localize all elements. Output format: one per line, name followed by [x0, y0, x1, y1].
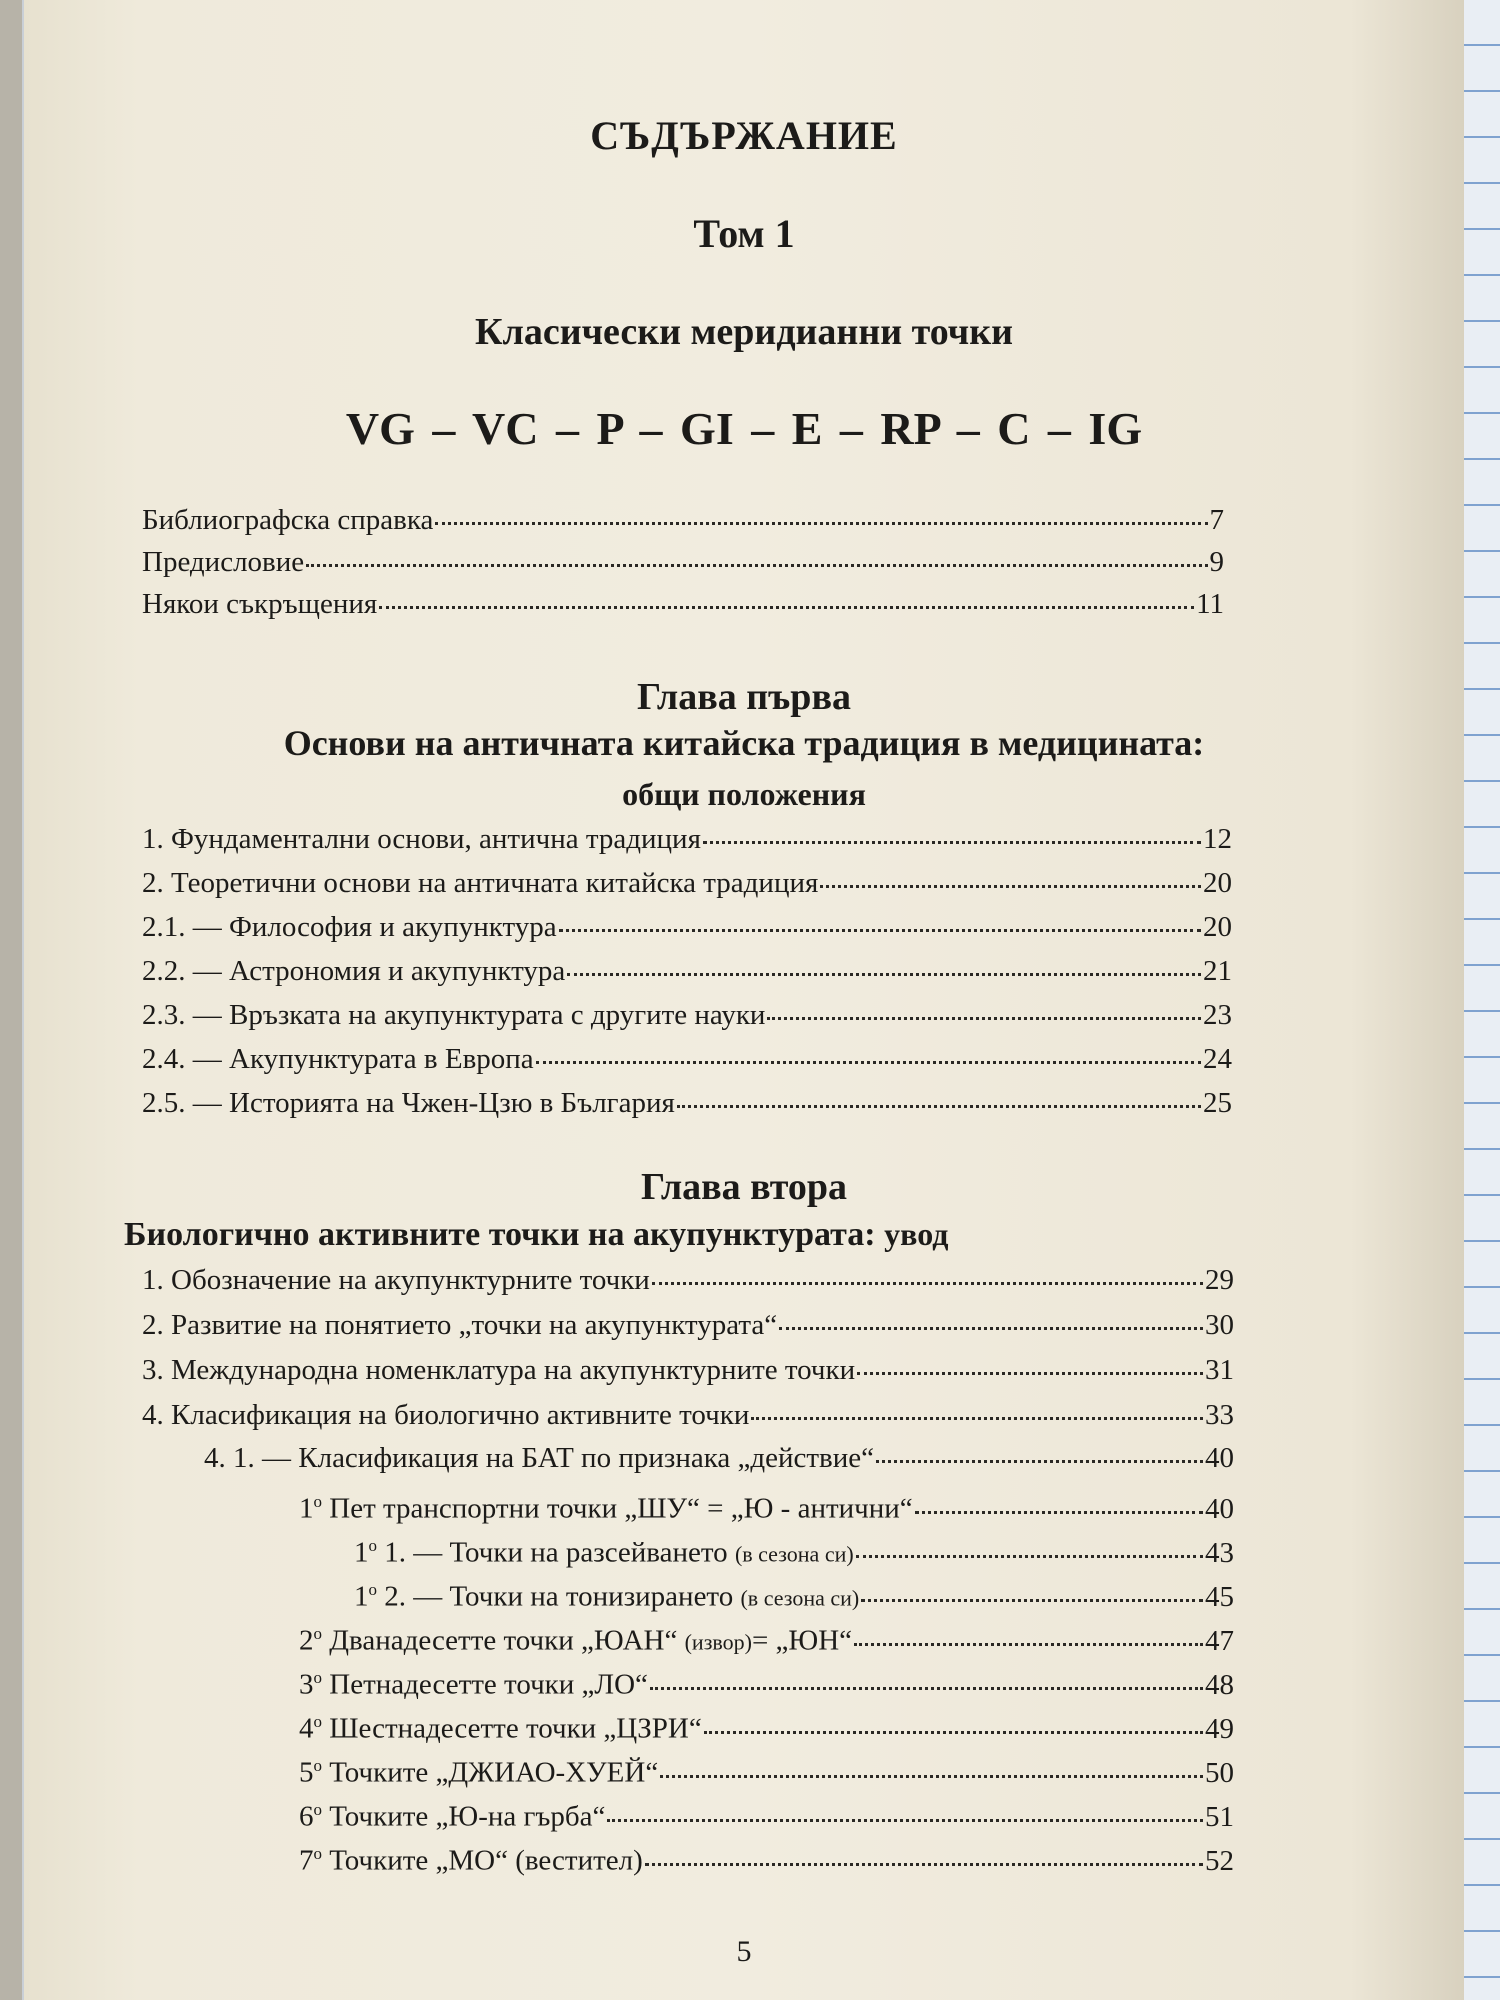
toc-entry-page: 47	[1205, 1624, 1234, 1657]
item-text: 1. — Точки на разсейването	[384, 1536, 728, 1569]
chapter2-heading: Глава втора	[640, 1166, 848, 1208]
chapter2-title	[124, 1216, 948, 1254]
degree-mark: о	[313, 1624, 322, 1643]
toc-entry-page: 52	[1205, 1844, 1234, 1877]
toc-entry-label	[299, 1793, 605, 1834]
item-note: (в сезона си)	[740, 1585, 860, 1611]
toc-entry-label: Предисловие	[142, 546, 305, 578]
leader-dots	[703, 835, 1201, 844]
leader-dots	[854, 1637, 1203, 1646]
toc-entry-label: 2.3. — Връзката на акупунктурата с другите науки	[142, 999, 766, 1031]
leader-dots	[876, 1454, 1203, 1463]
toc-entry[interactable]	[299, 1705, 1234, 1746]
leader-dots	[767, 1011, 1201, 1020]
toc-entry-page: 11	[1196, 588, 1224, 620]
leader-dots	[306, 558, 1207, 567]
leader-dots	[435, 516, 1207, 525]
leader-dots	[645, 1857, 1203, 1866]
page-spine-shadow	[0, 0, 22, 2000]
toc-entry-page: 30	[1205, 1309, 1234, 1341]
item-text: Точките „Ю-на гърба“	[329, 1800, 606, 1833]
leader-dots	[567, 967, 1201, 976]
toc-entry[interactable]	[299, 1485, 1234, 1526]
leader-dots	[704, 1725, 1203, 1734]
item-number: 1	[299, 1492, 314, 1525]
degree-mark: о	[313, 1800, 322, 1819]
item-text: Дванадесетте точки „ЮАН“	[329, 1624, 678, 1657]
toc-entry[interactable]	[354, 1573, 1234, 1616]
contents-title: СЪДЪРЖАНИЕ	[590, 113, 898, 158]
item-number: 3	[299, 1668, 314, 1701]
toc-entry-label: Някои съкръщения	[142, 588, 378, 620]
item-text-suffix: = „ЮН“	[751, 1624, 853, 1657]
toc-entry[interactable]	[142, 998, 1232, 1032]
toc-entry-page: 50	[1205, 1756, 1234, 1789]
chapter2-title-suffix: увод	[884, 1216, 949, 1252]
toc-entry-label: 2.4. — Акупунктурата в Европа	[142, 1043, 534, 1075]
toc-entry-label	[299, 1705, 702, 1746]
degree-mark: о	[313, 1668, 322, 1687]
toc-entry-page: 23	[1203, 999, 1232, 1031]
toc-entry-page: 20	[1203, 867, 1232, 899]
toc-entry[interactable]	[142, 866, 1232, 900]
toc-entry[interactable]	[142, 545, 1224, 579]
item-text: Петнадесетте точки „ЛО“	[329, 1668, 648, 1701]
toc-entry-label	[299, 1617, 852, 1660]
chapter1-subtitle: общи положения	[622, 776, 866, 812]
toc-entry[interactable]	[299, 1749, 1234, 1790]
item-text: Точките „МО“ (вестител)	[329, 1844, 643, 1877]
toc-entry-page: 21	[1203, 955, 1232, 987]
leader-dots	[660, 1769, 1203, 1778]
item-number: 1	[354, 1536, 369, 1569]
meridian-codes: VG – VC – P – GI – E – RP – C – IG	[345, 403, 1143, 454]
toc-entry[interactable]	[142, 587, 1224, 621]
degree-mark: о	[313, 1492, 322, 1511]
toc-entry-page: 9	[1209, 546, 1224, 578]
item-number: 1	[354, 1580, 369, 1613]
toc-entry-label: 2.5. — Историята на Чжен-Цзю в България	[142, 1087, 675, 1119]
toc-entry[interactable]	[142, 954, 1232, 988]
toc-entry-page: 24	[1203, 1043, 1232, 1075]
toc-entry-label: 1. Фундаментални основи, антична традиция	[142, 823, 701, 855]
degree-mark: о	[313, 1712, 322, 1731]
volume-subtitle: Класически меридианни точки	[474, 311, 1014, 353]
toc-entry-label: 3. Международна номенклатура на акупунктурните точки	[142, 1354, 856, 1386]
leader-dots	[559, 923, 1201, 932]
item-number: 5	[299, 1756, 314, 1789]
toc-entry-label: 4. Класификация на биологично активните точки	[142, 1399, 750, 1431]
toc-entry[interactable]	[142, 1263, 1234, 1297]
leader-dots	[915, 1505, 1203, 1514]
chapter1-heading: Глава първа	[637, 676, 851, 718]
leader-dots	[379, 600, 1194, 609]
toc-entry-label	[354, 1573, 859, 1616]
toc-entry[interactable]	[142, 1308, 1234, 1342]
toc-entry-page: 20	[1203, 911, 1232, 943]
toc-entry-label: 2.1. — Философия и акупунктура	[142, 911, 557, 943]
leader-dots	[536, 1055, 1201, 1064]
toc-entry[interactable]	[142, 1086, 1232, 1120]
item-text: Точките „ДЖИАО-ХУЕЙ“	[329, 1756, 659, 1789]
toc-entry[interactable]	[142, 1398, 1234, 1432]
leader-dots	[820, 879, 1201, 888]
item-text: Шестнадесетте точки „ЦЗРИ“	[329, 1712, 702, 1745]
toc-entry[interactable]	[142, 1042, 1232, 1076]
volume-heading: Том 1	[693, 211, 795, 256]
toc-entry-label	[354, 1529, 854, 1572]
leader-dots	[607, 1813, 1203, 1822]
toc-entry-page: 49	[1205, 1712, 1234, 1745]
item-text: 2. — Точки на тонизирането	[384, 1580, 734, 1613]
leader-dots	[861, 1593, 1203, 1602]
toc-entry-label: 4. 1. — Класификация на БАТ по признака „действие“	[204, 1442, 875, 1474]
leader-dots	[857, 1366, 1203, 1375]
page-number: 5	[736, 1935, 752, 1968]
chapter2-title-main: Биологично активните точки на акупунктурата:	[124, 1216, 876, 1253]
item-number: 7	[299, 1844, 314, 1877]
toc-entry[interactable]	[299, 1661, 1234, 1702]
toc-entry[interactable]	[354, 1529, 1234, 1572]
toc-entry[interactable]	[299, 1617, 1234, 1660]
toc-entry[interactable]	[142, 822, 1232, 856]
leader-dots	[677, 1099, 1201, 1108]
toc-entry-label: 2. Развитие на понятието „точки на акупунктурата“	[142, 1309, 778, 1341]
item-note: (извор)	[684, 1629, 752, 1655]
toc-entry-page: 51	[1205, 1800, 1234, 1833]
toc-entry-page: 33	[1205, 1399, 1234, 1431]
toc-entry-page: 45	[1205, 1580, 1234, 1613]
toc-entry[interactable]	[142, 503, 1224, 537]
degree-mark: о	[313, 1756, 322, 1775]
toc-entry-page: 7	[1209, 504, 1224, 536]
toc-entry-label: Библиографска справка	[142, 504, 434, 536]
toc-entry[interactable]	[299, 1837, 1234, 1878]
leader-dots	[751, 1411, 1203, 1420]
toc-entry-page: 43	[1205, 1536, 1234, 1569]
degree-mark: о	[368, 1536, 377, 1555]
item-text: Пет транспортни точки „ШУ“ = „Ю - антични“	[329, 1492, 913, 1525]
book-page	[24, 0, 1464, 2000]
toc-entry[interactable]	[142, 910, 1232, 944]
toc-entry-page: 12	[1203, 823, 1232, 855]
toc-entry-page: 25	[1203, 1087, 1232, 1119]
toc-entry-label	[299, 1749, 658, 1790]
item-note: (в сезона си)	[734, 1541, 854, 1567]
toc-entry[interactable]	[142, 1353, 1234, 1387]
leader-dots	[650, 1681, 1203, 1690]
chapter1-title: Основи на античната китайска традиция в медицината:	[283, 723, 1205, 763]
toc-entry-label: 1. Обозначение на акупунктурните точки	[142, 1264, 650, 1296]
toc-entry[interactable]	[299, 1793, 1234, 1834]
leader-dots	[779, 1321, 1203, 1330]
leader-dots	[856, 1549, 1203, 1558]
toc-entry-label: 2.2. — Астрономия и акупунктура	[142, 955, 566, 987]
leader-dots	[652, 1276, 1203, 1285]
item-number: 6	[299, 1800, 314, 1833]
toc-entry-page: 29	[1205, 1264, 1234, 1296]
toc-entry-label	[299, 1661, 648, 1702]
toc-entry-page: 31	[1205, 1354, 1234, 1386]
toc-entry-page: 48	[1205, 1668, 1234, 1701]
toc-entry-label	[299, 1485, 913, 1526]
degree-mark: о	[368, 1580, 377, 1599]
toc-entry-label	[299, 1837, 643, 1878]
toc-entry-page: 40	[1205, 1492, 1234, 1525]
item-number: 2	[299, 1624, 314, 1657]
toc-entry-page: 40	[1205, 1442, 1234, 1474]
item-number: 4	[299, 1712, 314, 1745]
degree-mark: о	[313, 1844, 322, 1863]
toc-entry[interactable]	[204, 1441, 1234, 1475]
toc-entry-label: 2. Теоретични основи на античната китайска традиция	[142, 867, 819, 899]
